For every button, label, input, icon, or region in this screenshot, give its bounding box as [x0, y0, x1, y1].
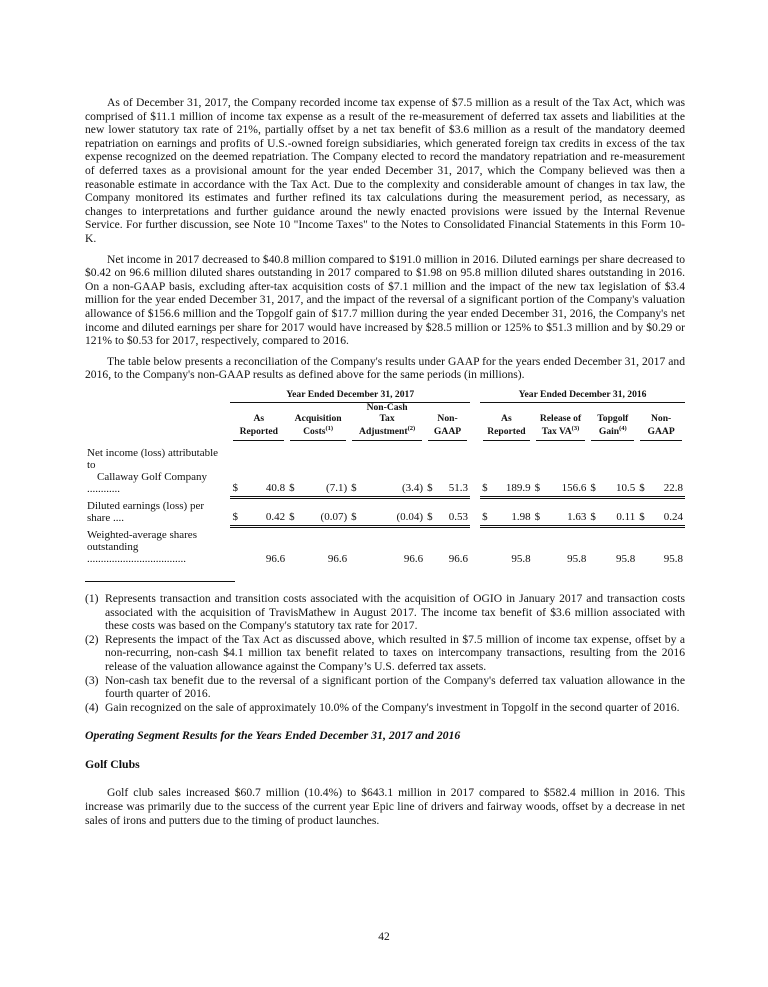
table-cell: $ (0.04)	[349, 497, 425, 526]
table-cell: 96.6	[448, 553, 468, 566]
table-cell: 96.6	[327, 553, 348, 566]
table-cell: $ 40.8	[230, 444, 287, 497]
paragraph-tax-act: As of December 31, 2017, the Company recorded income tax expense of $7.5 million as a result of the Tax Act, which was comprised of $11.1 million of income tax expense as a result of the re-measurement of deferred tax assets and liabilities at the new lower statutory tax rate of 21%, partially offset by a net tax benefit of $3.6 million as a result of the mandatory deemed repatriation on earnings and profits of U.S.-owned foreign subsidiaries, which generated foreign tax credits in excess of the tax expense recognized on the deemed repatriation. The Company elected to record the mandatory repatriation and re-measurement of deferred taxes as a provisional amount for the year ended December 31, 2017, which the Company believed was then a reasonable estimate in accordance with the Tax Act. Due to the complexity and considerable amount of changes in tax law, the Company monitored its estimates and further refined its tax calculations during the measurement period, as necessary, as changes to interpretations and further guidance around the newly enacted provisions were issued by the Internal Revenue Service. For further discussion, see Note 10 "Income Taxes" to the Notes to Consolidated Financial Statements in this Form 10-K.	[85, 96, 685, 245]
table-cell: $ 0.53	[425, 497, 470, 526]
label-header	[85, 403, 230, 444]
column-header: Release of Tax VA$^{(3)}$	[533, 403, 589, 444]
table-cell: $ 1.98	[480, 497, 532, 526]
paragraph-net-income: Net income in 2017 decreased to $40.8 million compared to $191.0 million in 2016. Diluted earnings per share decreased to $0.42 on 96.6 million diluted shares outstanding in 2017 compared to $1.98 on 95.8 million diluted shares outstanding in 2016. On a non-GAAP basis, excluding after-tax acquisition costs of $7.1 million and the impact of the new tax legislation of $3.4 million for the year ended December 31, 2017, and the impact of the reversal of a significant portion of the Company's valuation allowance of $156.6 million and the Topgolf gain of $17.7 million during the year ended December 31, 2016, the Company's net income and diluted earnings per share for 2017 would have increased by $28.5 million or 125% to $51.3 million and by $0.29 or 121% to $0.53 for 2017, respectively, compared to 2016.	[85, 252, 685, 348]
paragraph-golf-clubs: Golf club sales increased $60.7 million (10.4%) to $643.1 million in 2017 compared to $582.4 million in 2016. This increase was primarily due to the success of the current year Epic line of drivers and fairway woods, offset by a decrease in net sales of irons and putters due to the timing of product launches.	[85, 786, 685, 827]
table-cell: 96.6	[265, 553, 286, 566]
group-2017: Year Ended December 31, 2017	[230, 390, 470, 403]
table-cell: $ 0.11	[588, 497, 637, 526]
table-cell: $ (0.07)	[287, 497, 349, 526]
table-cell: 96.6	[403, 553, 424, 566]
table-cell: $ 22.8	[637, 444, 685, 497]
table-cell: $ 189.9	[480, 444, 532, 497]
column-header: Non- GAAP	[425, 403, 470, 444]
table-cell: $ 1.63	[533, 497, 589, 526]
footnote: (2) Represents the impact of the Tax Act as discussed above, which resulted in $7.5 million of income tax expense, offset by a non-recurring, non-cash $4.1 million tax benefit related to taxes on intercompany transactions, resulting from the 2016 release of the valuation allowance against the Company’s U.S. deferred tax assets.	[85, 632, 685, 674]
table-cell: $ (7.1)	[287, 444, 349, 497]
subheading-golf-clubs: Golf Clubs	[85, 757, 140, 772]
table-row	[85, 497, 685, 526]
group-2016: Year Ended December 31, 2016	[480, 390, 685, 403]
paragraph-table-intro: The table below presents a reconciliation of the Company's results under GAAP for the years ended December 31, 2017 and 2016, to the Company's non-GAAP results as defined above for the same periods (in millions).	[85, 354, 685, 382]
column-header: As Reported	[230, 403, 287, 444]
column-header: Acquisition Costs$^{(1)}$	[287, 403, 349, 444]
table-cell: $ 0.42	[230, 497, 287, 526]
table-cell: 95.8	[567, 553, 587, 566]
reconciliation-table	[85, 390, 685, 567]
table-row	[85, 526, 685, 567]
column-header: Non-Cash Tax Adjustment$^{(2)}$	[349, 403, 425, 444]
row-label: Weighted-average shares outstanding ....................................	[87, 529, 197, 566]
table-cell: $ 0.24	[637, 497, 685, 526]
footnote-divider	[85, 581, 235, 582]
table-cell: 95.8	[663, 553, 683, 566]
table-cell: $ (3.4)	[349, 444, 425, 497]
column-header: Topgolf Gain$^{(4)}$	[588, 403, 637, 444]
table-row	[85, 444, 685, 497]
table-cell: 95.8	[511, 553, 531, 566]
table-cell: $ 51.3	[425, 444, 470, 497]
table-cell: 95.8	[615, 553, 636, 566]
footnotes	[85, 592, 685, 714]
row-label: Diluted earnings (loss) per share ....	[87, 500, 204, 525]
column-header: Non- GAAP	[637, 403, 685, 444]
footnote: (4) Gain recognized on the sale of approximately 10.0% of the Company's investment in Topgolf in the second quarter of 2016.	[85, 700, 680, 714]
footnote: (3) Non-cash tax benefit due to the reversal of a significant portion of the Company's deferred tax valuation allowance in the fourth quarter of 2016.	[85, 673, 685, 701]
section-heading: Operating Segment Results for the Years Ended December 31, 2017 and 2016	[85, 728, 461, 743]
footnote: (1) Represents transaction and transition costs associated with the acquisition of OGIO in January 2017 and transaction costs associated with the acquisition of TravisMathew in August 2017. The income tax benefit of $3.6 million associated with these costs was based on the Company's statutory tax rate for 2017.	[85, 592, 685, 633]
row-label: Net income (loss) attributable to Callaway Golf Company ............	[87, 447, 219, 496]
column-header: As Reported	[480, 403, 532, 444]
document-page	[85, 96, 685, 834]
table-cell: $ 156.6	[533, 444, 589, 497]
table-cell: $ 10.5	[588, 444, 637, 497]
page-number: 42	[378, 931, 390, 943]
